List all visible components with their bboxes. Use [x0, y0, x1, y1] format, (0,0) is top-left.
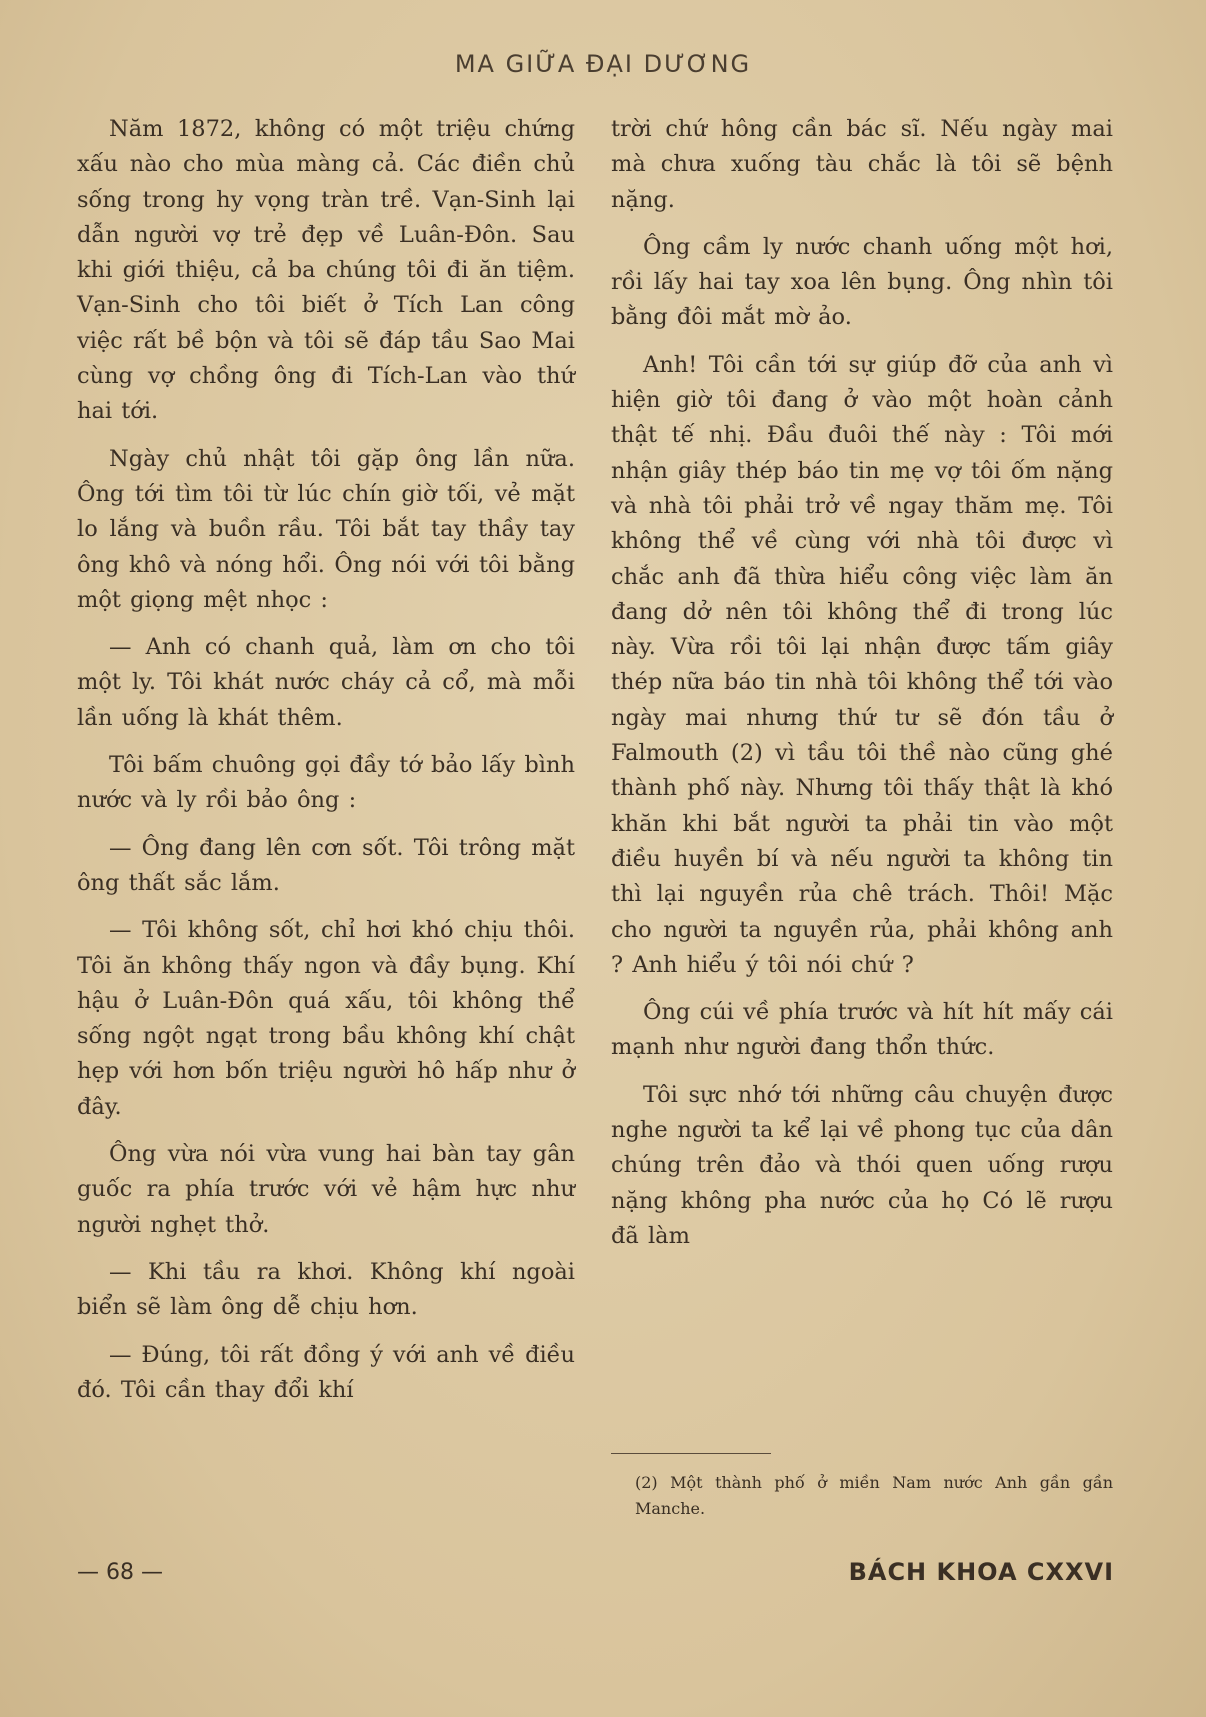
left-column: [77, 112, 575, 1420]
paragraph: — Đúng, tôi rất đồng ý với anh về điều đó. Tôi cần thay đổi khí: [77, 1341, 575, 1403]
paragraph: Năm 1872, không có một triệu chứng xấu nào cho mùa màng cả. Các điền chủ sống trong hy vọng tràn trề. Vạn-Sinh lại dẫn người vợ trẻ đẹp về Luân-Đôn. Sau khi giới thiệu, cả ba chúng tôi đi ăn tiệm. Vạn-Sinh cho tôi biết ở Tích Lan công việc rất bề bộn và tôi sẽ đáp tầu Sao Mai cùng vợ chồng ông đi Tích-Lan vào thứ hai tới.: [77, 116, 575, 425]
paragraph: — Anh có chanh quả, làm ơn cho tôi một ly. Tôi khát nước cháy cả cổ, mà mỗi lần uống là khát thêm.: [77, 634, 575, 731]
paragraph: Ông cầm ly nước chanh uống một hơi, rồi lấy hai tay xoa lên bụng. Ông nhìn tôi bằng đôi mắt mờ ảo.: [611, 233, 1113, 331]
paragraph: — Khi tầu ra khơi. Không khí ngoài biển sẽ làm ông dễ chịu hơn.: [77, 1258, 575, 1321]
paragraph: Ông vừa nói vừa vung hai bàn tay gân guốc ra phía trước với vẻ hậm hực như người nghẹt thở.: [77, 1141, 575, 1238]
page-number: — 68 —: [77, 1560, 163, 1585]
footnote-divider: [611, 1453, 771, 1454]
paragraph: Ngày chủ nhật tôi gặp ông lần nữa. Ông tới tìm tôi từ lúc chín giờ tối, vẻ mặt lo lắng và buồn rầu. Tôi bắt tay thầy tay ông khô và nóng hổi. Ông nói với tôi bằng một giọng mệt nhọc :: [77, 445, 575, 613]
footnote: (2) Một thành phố ở miền Nam nước Anh gần gần Manche.: [635, 1473, 1113, 1518]
paragraph: Tôi sực nhớ tới những câu chuyện được nghe người ta kể lại về phong tục của dân chúng trên đảo và thói quen uống rượu nặng không pha nước của họ Có lẽ rượu đã làm: [611, 1081, 1113, 1249]
paragraph: Tôi bấm chuông gọi đầy tớ bảo lấy bình nước và ly rồi bảo ông :: [77, 752, 575, 814]
paragraph: Anh! Tôi cần tới sự giúp đỡ của anh vì hiện giờ tôi đang ở vào một hoàn cảnh thật tế nhị. Đầu đuôi thế này : Tôi mới nhận giây thép báo tin mẹ vợ tôi ốm nặng và nhà tôi phải trở về ngay thăm mẹ. Tôi không thể về cùng với nhà tôi được vì chắc anh đã thừa hiểu công việc làm ăn đang dở nên tôi không thể đi trong lúc này. Vừa rồi tôi lại nhận được tấm giây thép nữa báo tin nhà tôi không thể tới vào ngày mai nhưng thứ tư sẽ đón tầu ở Falmouth (2) vì tầu tôi thề nào cũng ghé thành phố này. Nhưng tôi thấy thật là khó khăn khi bắt người ta phải tin vào một điều huyền bí và nếu người ta không tin thì lại nguyền rủa chê trách. Thôi! Mặc cho người ta nguyền rủa, phải không anh ? Anh hiểu ý tôi nói chứ ?: [611, 351, 1113, 978]
running-title: MA GIỮA ĐẠI DƯƠNG: [454, 50, 752, 78]
magazine-title: BÁCH KHOA CXXVI: [848, 1558, 1114, 1586]
paragraph: — Tôi không sốt, chỉ hơi khó chịu thôi. Tôi ăn không thấy ngon và đầy bụng. Khí hậu ở Luân-Đôn quá xấu, tôi không thể sống ngột ngạt trong bầu không khí chật hẹp với hơn bốn triệu người hô hấp như ở đây.: [77, 917, 575, 1120]
paragraph: trời chứ hông cần bác sĩ. Nếu ngày mai mà chưa xuống tàu chắc là tôi sẽ bệnh nặng.: [611, 116, 1113, 213]
paragraph: Ông cúi về phía trước và hít hít mấy cái mạnh như người đang thổn thức.: [611, 999, 1113, 1061]
paragraph: — Ông đang lên cơn sốt. Tôi trông mặt ông thất sắc lắm.: [77, 834, 575, 896]
right-column: [611, 112, 1113, 1266]
